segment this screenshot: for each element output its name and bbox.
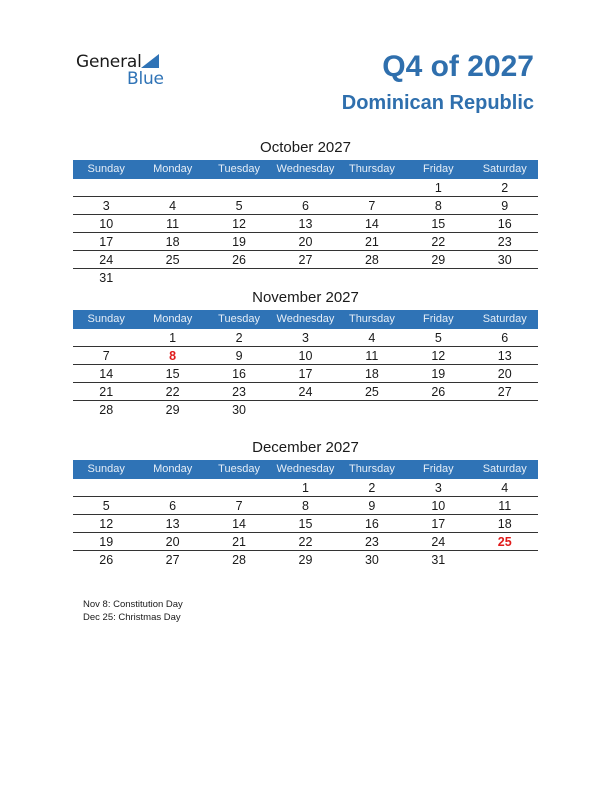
day-cell: 11 <box>498 499 512 513</box>
day-cell: 20 <box>165 535 180 549</box>
day-cell: 18 <box>165 235 180 249</box>
day-cell: 29 <box>431 253 446 267</box>
day-cell: 17 <box>99 235 114 249</box>
day-cell: 30 <box>497 253 512 267</box>
weekday-label: Tuesday <box>218 463 260 475</box>
day-cell: 28 <box>232 553 246 567</box>
day-cell: 26 <box>431 385 446 399</box>
day-cell: 11 <box>166 217 180 231</box>
day-cell: 4 <box>169 199 177 213</box>
day-cell: 3 <box>302 331 309 345</box>
day-cell: 23 <box>364 535 379 549</box>
day-cell: 22 <box>431 235 446 249</box>
week-row <box>73 383 538 401</box>
day-cell: 6 <box>169 499 177 513</box>
day-cell: 9 <box>501 199 509 213</box>
day-cell: 28 <box>364 253 379 267</box>
day-cell: 30 <box>364 553 379 567</box>
month-october <box>73 137 538 286</box>
weekday-header <box>73 310 538 329</box>
weekday-label: Monday <box>153 163 193 175</box>
empty-day-cell <box>206 269 272 286</box>
day-cell: 21 <box>232 535 246 549</box>
day-cell: 3 <box>102 199 110 213</box>
weekday-label: Friday <box>423 163 454 175</box>
day-cell: 29 <box>165 403 180 417</box>
week-row <box>73 251 538 269</box>
empty-day-cell <box>405 401 471 418</box>
country-title: Dominican Republic <box>341 92 534 114</box>
day-cell: 3 <box>434 481 442 495</box>
weekday-label: Sunday <box>87 163 125 175</box>
day-cell: 4 <box>501 481 509 495</box>
day-cell: 2 <box>235 331 243 345</box>
day-cell: 26 <box>99 553 114 567</box>
weekday-label: Saturday <box>482 163 527 175</box>
week-row <box>73 401 538 418</box>
day-cell: 31 <box>99 271 114 285</box>
day-cell: 25 <box>165 253 180 267</box>
day-cell: 21 <box>364 235 379 249</box>
day-cell: 12 <box>232 217 246 231</box>
day-cell: 21 <box>99 385 114 399</box>
day-cell: 15 <box>298 517 313 531</box>
day-cell: 14 <box>232 517 246 531</box>
weekday-label: Monday <box>153 313 193 325</box>
week-row <box>73 197 538 215</box>
day-cell: 5 <box>235 199 243 213</box>
empty-day-cell <box>272 269 338 286</box>
empty-day-cell <box>139 479 205 496</box>
empty-day-cell <box>472 551 538 568</box>
day-cell: 1 <box>169 331 177 345</box>
day-cell: 20 <box>298 235 313 249</box>
day-cell: 24 <box>99 253 114 267</box>
week-row <box>73 179 538 197</box>
day-cell: 12 <box>431 349 446 363</box>
week-row <box>73 329 538 347</box>
day-cell: 8 <box>434 199 442 213</box>
holiday-note: Nov 8: Constitution Day <box>83 599 183 610</box>
day-cell: 31 <box>431 553 446 567</box>
day-cell: 8 <box>169 349 177 363</box>
month-december <box>73 437 538 568</box>
weekday-label: Sunday <box>87 463 125 475</box>
day-cell: 27 <box>497 385 512 399</box>
month-title: November 2027 <box>252 289 359 306</box>
day-cell: 2 <box>501 181 509 195</box>
day-cell: 7 <box>235 499 243 513</box>
empty-day-cell <box>405 269 471 286</box>
day-cell: 10 <box>431 499 446 513</box>
day-cell: 28 <box>99 403 114 417</box>
day-cell: 6 <box>302 199 309 213</box>
empty-day-cell <box>272 179 338 196</box>
week-row <box>73 515 538 533</box>
day-cell: 17 <box>431 517 446 531</box>
holiday-note: Dec 25: Christmas Day <box>83 612 181 623</box>
day-cell: 22 <box>165 385 180 399</box>
day-cell: 30 <box>232 403 246 417</box>
day-cell: 1 <box>302 481 309 495</box>
day-cell: 18 <box>497 517 512 531</box>
weekday-label: Wednesday <box>276 163 335 175</box>
empty-day-cell <box>206 179 272 196</box>
logo-blue-text: Blue <box>127 69 164 89</box>
day-cell: 29 <box>298 553 313 567</box>
day-cell: 19 <box>232 235 246 249</box>
day-cell: 10 <box>298 349 313 363</box>
day-cell: 4 <box>368 331 376 345</box>
empty-day-cell <box>472 401 538 418</box>
day-cell: 13 <box>298 217 313 231</box>
day-cell: 15 <box>165 367 180 381</box>
day-cell: 5 <box>102 499 110 513</box>
empty-day-cell <box>339 179 405 196</box>
empty-day-cell <box>472 269 538 286</box>
day-cell: 9 <box>235 349 243 363</box>
quarter-title: Q4 of 2027 <box>382 50 534 83</box>
day-cell: 2 <box>368 481 376 495</box>
day-cell: 26 <box>232 253 246 267</box>
day-cell: 14 <box>364 217 379 231</box>
week-row <box>73 551 538 568</box>
day-cell: 24 <box>298 385 313 399</box>
day-cell: 19 <box>99 535 114 549</box>
empty-day-cell <box>272 401 338 418</box>
day-cell: 16 <box>497 217 512 231</box>
day-cell: 7 <box>102 349 110 363</box>
weekday-header <box>73 460 538 479</box>
empty-day-cell <box>73 479 139 496</box>
week-row <box>73 347 538 365</box>
empty-day-cell <box>206 479 272 496</box>
day-cell: 27 <box>298 253 313 267</box>
empty-day-cell <box>339 401 405 418</box>
day-cell: 27 <box>165 553 180 567</box>
week-row <box>73 497 538 515</box>
weekday-label: Saturday <box>482 313 527 325</box>
day-cell: 5 <box>434 331 442 345</box>
weekday-label: Tuesday <box>218 163 260 175</box>
day-cell: 12 <box>99 517 114 531</box>
empty-day-cell <box>73 179 139 196</box>
day-cell: 25 <box>364 385 379 399</box>
day-cell: 7 <box>368 199 376 213</box>
day-cell: 14 <box>99 367 114 381</box>
week-row <box>73 365 538 383</box>
day-cell: 23 <box>232 385 246 399</box>
weekday-label: Wednesday <box>276 313 335 325</box>
day-cell: 18 <box>364 367 379 381</box>
empty-day-cell <box>139 179 205 196</box>
week-row <box>73 533 538 551</box>
weekday-label: Monday <box>153 463 193 475</box>
day-cell: 24 <box>431 535 446 549</box>
day-cell: 6 <box>501 331 509 345</box>
week-row <box>73 215 538 233</box>
weekday-label: Thursday <box>348 163 395 175</box>
day-cell: 16 <box>364 517 379 531</box>
empty-day-cell <box>339 269 405 286</box>
weekday-label: Sunday <box>87 313 125 325</box>
week-row <box>73 233 538 251</box>
day-cell: 22 <box>298 535 313 549</box>
day-cell: 8 <box>302 499 309 513</box>
day-cell: 25 <box>497 535 512 549</box>
logo-general-text: General <box>76 52 142 72</box>
weekday-label: Saturday <box>482 463 527 475</box>
day-cell: 10 <box>99 217 114 231</box>
weekday-label: Friday <box>423 313 454 325</box>
day-cell: 13 <box>165 517 180 531</box>
week-row <box>73 269 538 286</box>
day-cell: 1 <box>434 181 442 195</box>
day-cell: 23 <box>497 235 512 249</box>
weekday-label: Friday <box>423 463 454 475</box>
day-cell: 17 <box>298 367 313 381</box>
day-cell: 9 <box>368 499 376 513</box>
day-cell: 16 <box>232 367 246 381</box>
month-title: October 2027 <box>260 139 351 156</box>
weekday-label: Tuesday <box>218 313 260 325</box>
day-cell: 20 <box>497 367 512 381</box>
weekday-label: Thursday <box>348 313 395 325</box>
weekday-header <box>73 160 538 179</box>
weekday-label: Thursday <box>348 463 395 475</box>
month-november <box>73 287 538 418</box>
holiday-notes <box>83 598 183 624</box>
day-cell: 19 <box>431 367 446 381</box>
empty-day-cell <box>73 329 139 346</box>
logo-triangle-icon <box>139 52 161 70</box>
day-cell: 11 <box>365 349 379 363</box>
month-title: December 2027 <box>252 439 359 456</box>
day-cell: 13 <box>497 349 512 363</box>
weekday-label: Wednesday <box>276 463 335 475</box>
week-row <box>73 479 538 497</box>
day-cell: 15 <box>431 217 446 231</box>
empty-day-cell <box>139 269 205 286</box>
